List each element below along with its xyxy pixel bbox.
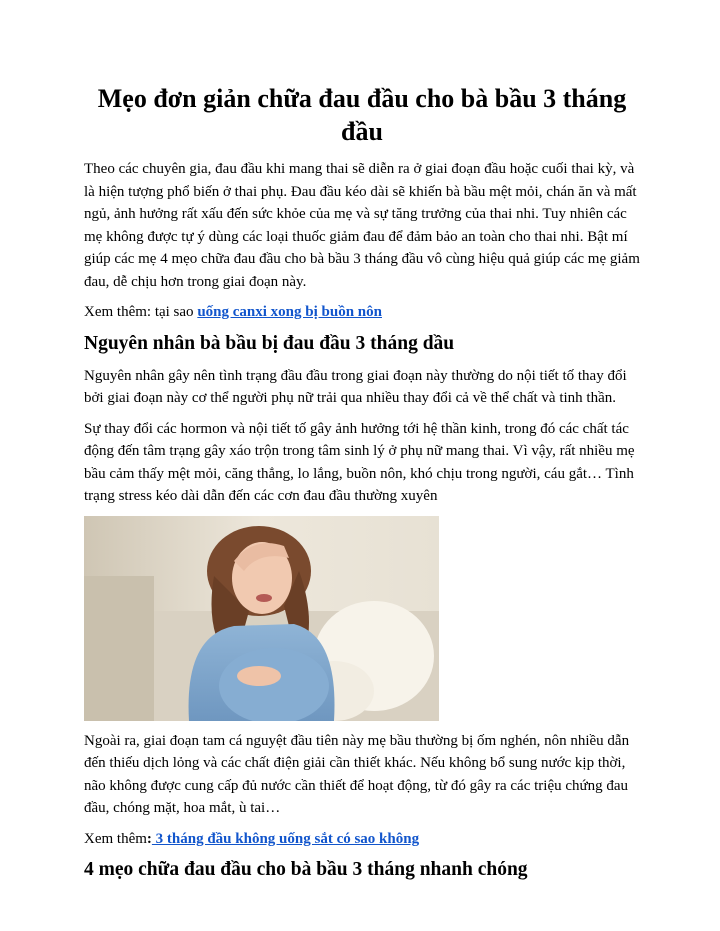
pregnant-woman-headache-photo xyxy=(84,516,439,721)
intro-paragraph: Theo các chuyên gia, đau đầu khi mang thai sẽ diễn ra ở giai đoạn đầu hoặc cuối thai kỳ, và là hiện tượng phổ biến ở thai phụ. Đau đầu kéo dài sẽ khiến bà bầu mệt mỏi, chán ăn và mất ngủ, ảnh hưởng rất xấu đến sức khỏe của mẹ và sự tăng trưởng của thai nhi. Tuy nhiên các mẹ không được tự ý dùng các loại thuốc giảm đau để đảm bảo an toàn cho thai nhi. Bật mí giúp các mẹ 4 mẹo chữa đau đầu cho bà bầu 3 tháng đầu vô cùng hiệu quả giúp các mẹ giảm đau, dễ chịu hơn trong giai đoạn này. xyxy=(84,161,640,290)
section-heading-tips: 4 mẹo chữa đau đầu cho bà bầu 3 tháng nhanh chóng xyxy=(84,859,528,880)
see-also-colon: : xyxy=(146,830,152,847)
causes-paragraph-1: Nguyên nhân gây nên tình trạng đầu đầu trong giai đoạn này thường do nội tiết tố thay đổi bởi giai đoạn này cơ thể người phụ nữ trải qua nhiều thay đổi cả về thể chất và tinh thần. xyxy=(84,367,627,406)
see-also-line-1 xyxy=(84,301,640,324)
document-page xyxy=(84,82,640,891)
see-also-prefix-2: Xem thêm xyxy=(84,830,147,847)
see-also-link-iron[interactable]: 3 tháng đầu không uống sắt có sao không xyxy=(151,830,420,847)
see-also-link-calcium[interactable]: uống canxi xong bị buồn nôn xyxy=(197,304,382,320)
causes-paragraph-2: Sự thay đổi các hormon và nội tiết tố gây ảnh hưởng tới hệ thần kinh, trong đó các chất tác động đến tâm trạng gây xáo trộn trong tâm sinh lý ở phụ nữ mang thai. Vì vậy, rất nhiều mẹ bầu cảm thấy mệt mỏi, căng thẳng, lo lắng, buồn nôn, khó chịu trong người, cáu gắt… Tình trạng stress kéo dài dẫn đến các cơn đau đầu thường xuyên xyxy=(84,420,635,504)
causes-paragraph-3: Ngoài ra, giai đoạn tam cá nguyệt đầu tiên này mẹ bầu thường bị ốm nghén, nôn nhiều dẫn đến thiếu dịch lỏng và các chất điện giải cần thiết khác. Nếu không bổ sung nước kịp thời, não không được cung cấp đủ nước cần thiết để hoạt động, từ đó gây ra các triệu chứng đau đầu, chóng mặt, hoa mắt, ù tai… xyxy=(84,732,630,816)
see-also-line-2 xyxy=(84,828,640,851)
see-also-prefix: Xem thêm: tại sao xyxy=(84,304,198,320)
section-heading-causes: Nguyên nhân bà bầu bị đau đầu 3 tháng dầu xyxy=(84,332,455,354)
page-title: Mẹo đơn giản chữa đau đầu cho bà bầu 3 tháng đầu xyxy=(97,84,627,146)
